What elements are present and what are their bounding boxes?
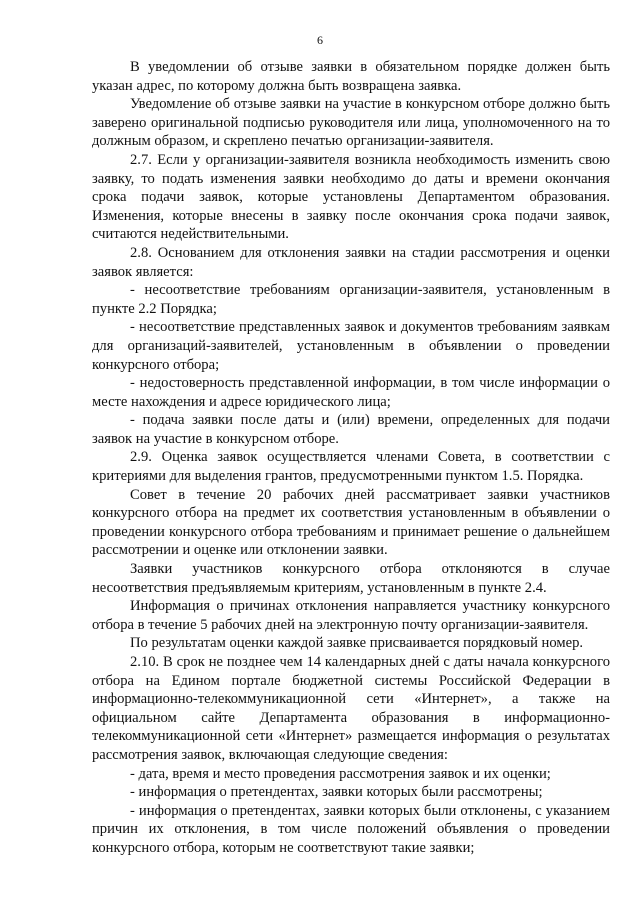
paragraph: Информация о причинах отклонения направляется участнику конкурсного отбора в течение 5 рабочих дней на электронную почту организации-заявителя. [92,598,610,633]
list-item: - несоответствие представленных заявок и документов требованиям заявкам для организаций-заявителей, установленным в объявлении о проведении конкурсного отбора; [92,319,610,373]
list-item: - информация о претендентах, заявки которых были отклонены, с указанием причин их отклонения, в том числе положений объявления о проведении конкурсного отбора, которым не соответствуют такие заявки; [92,802,610,856]
paragraph: По результатам оценки каждой заявке присваивается порядковый номер. [130,635,584,652]
paragraph: Заявки участников конкурсного отбора отклоняются в случае несоответствия предъявляемым критериям, установленным в пункте 2.4. [92,561,610,596]
paragraph: В уведомлении об отзыве заявки в обязательном порядке должен быть указан адрес, по которому должна быть возвращена заявка. [92,59,610,94]
list-item: - информация о претендентах, заявки которых были рассмотрены; [130,784,543,801]
list-item: - недостоверность представленной информации, в том числе информации о месте нахождения и адресе юридического лица; [92,375,610,410]
paragraph: 2.9. Оценка заявок осуществляется членами Совета, в соответствии с критериями для выделения грантов, предусмотренными пунктом 1.5. Порядка. [92,449,610,485]
paragraph: 2.8. Основанием для отклонения заявки на стадии рассмотрения и оценки заявок является: [92,244,610,280]
list-item: - подача заявки после даты и (или) времени, определенных для подачи заявок на участие в конкурсном отборе. [92,412,610,447]
page-number: 6 [317,33,323,47]
document-body [92,58,610,858]
paragraph: Уведомление об отзыве заявки на участие в конкурсном отборе должно быть заверено оригинальной подписью руководителя или лица, уполномоченного на то должным образом, и скреплено печатью организации-заявителя. [92,96,610,150]
paragraph: Совет в течение 20 рабочих дней рассматривает заявки участников конкурсного отбора на предмет их соответствия установленным в объявлении о проведении конкурсного отбора требованиям и принимает решение о дальнейшем рассмотрении и оценке или отклонении заявки. [92,486,610,559]
paragraph: 2.10. В срок не позднее чем 14 календарных дней с даты начала конкурсного отбора на Едином портале бюджетной системы Российской Федерации в информационно-телекоммуникационной сети «Интернет», а также на официальном сайте Департамента образования в информационно-телекоммуникационной сети «Интернет» размещается информация о результатах рассмотрения заявок, включающая следующие сведения: [92,654,610,763]
paragraph: 2.7. Если у организации-заявителя возникла необходимость изменить свою заявку, то подать изменения заявки необходимо до даты и времени окончания срока подачи заявок, которые установлены Департаментом образования. Изменения, которые внесены в заявку после окончания срока подачи заявок, считаются недействительными. [92,151,610,243]
list-item: - дата, время и место проведения рассмотрения заявок и их оценки; [130,765,551,782]
list-item: - несоответствие требованиям организации-заявителя, установленным в пункте 2.2 Порядка; [92,282,610,317]
